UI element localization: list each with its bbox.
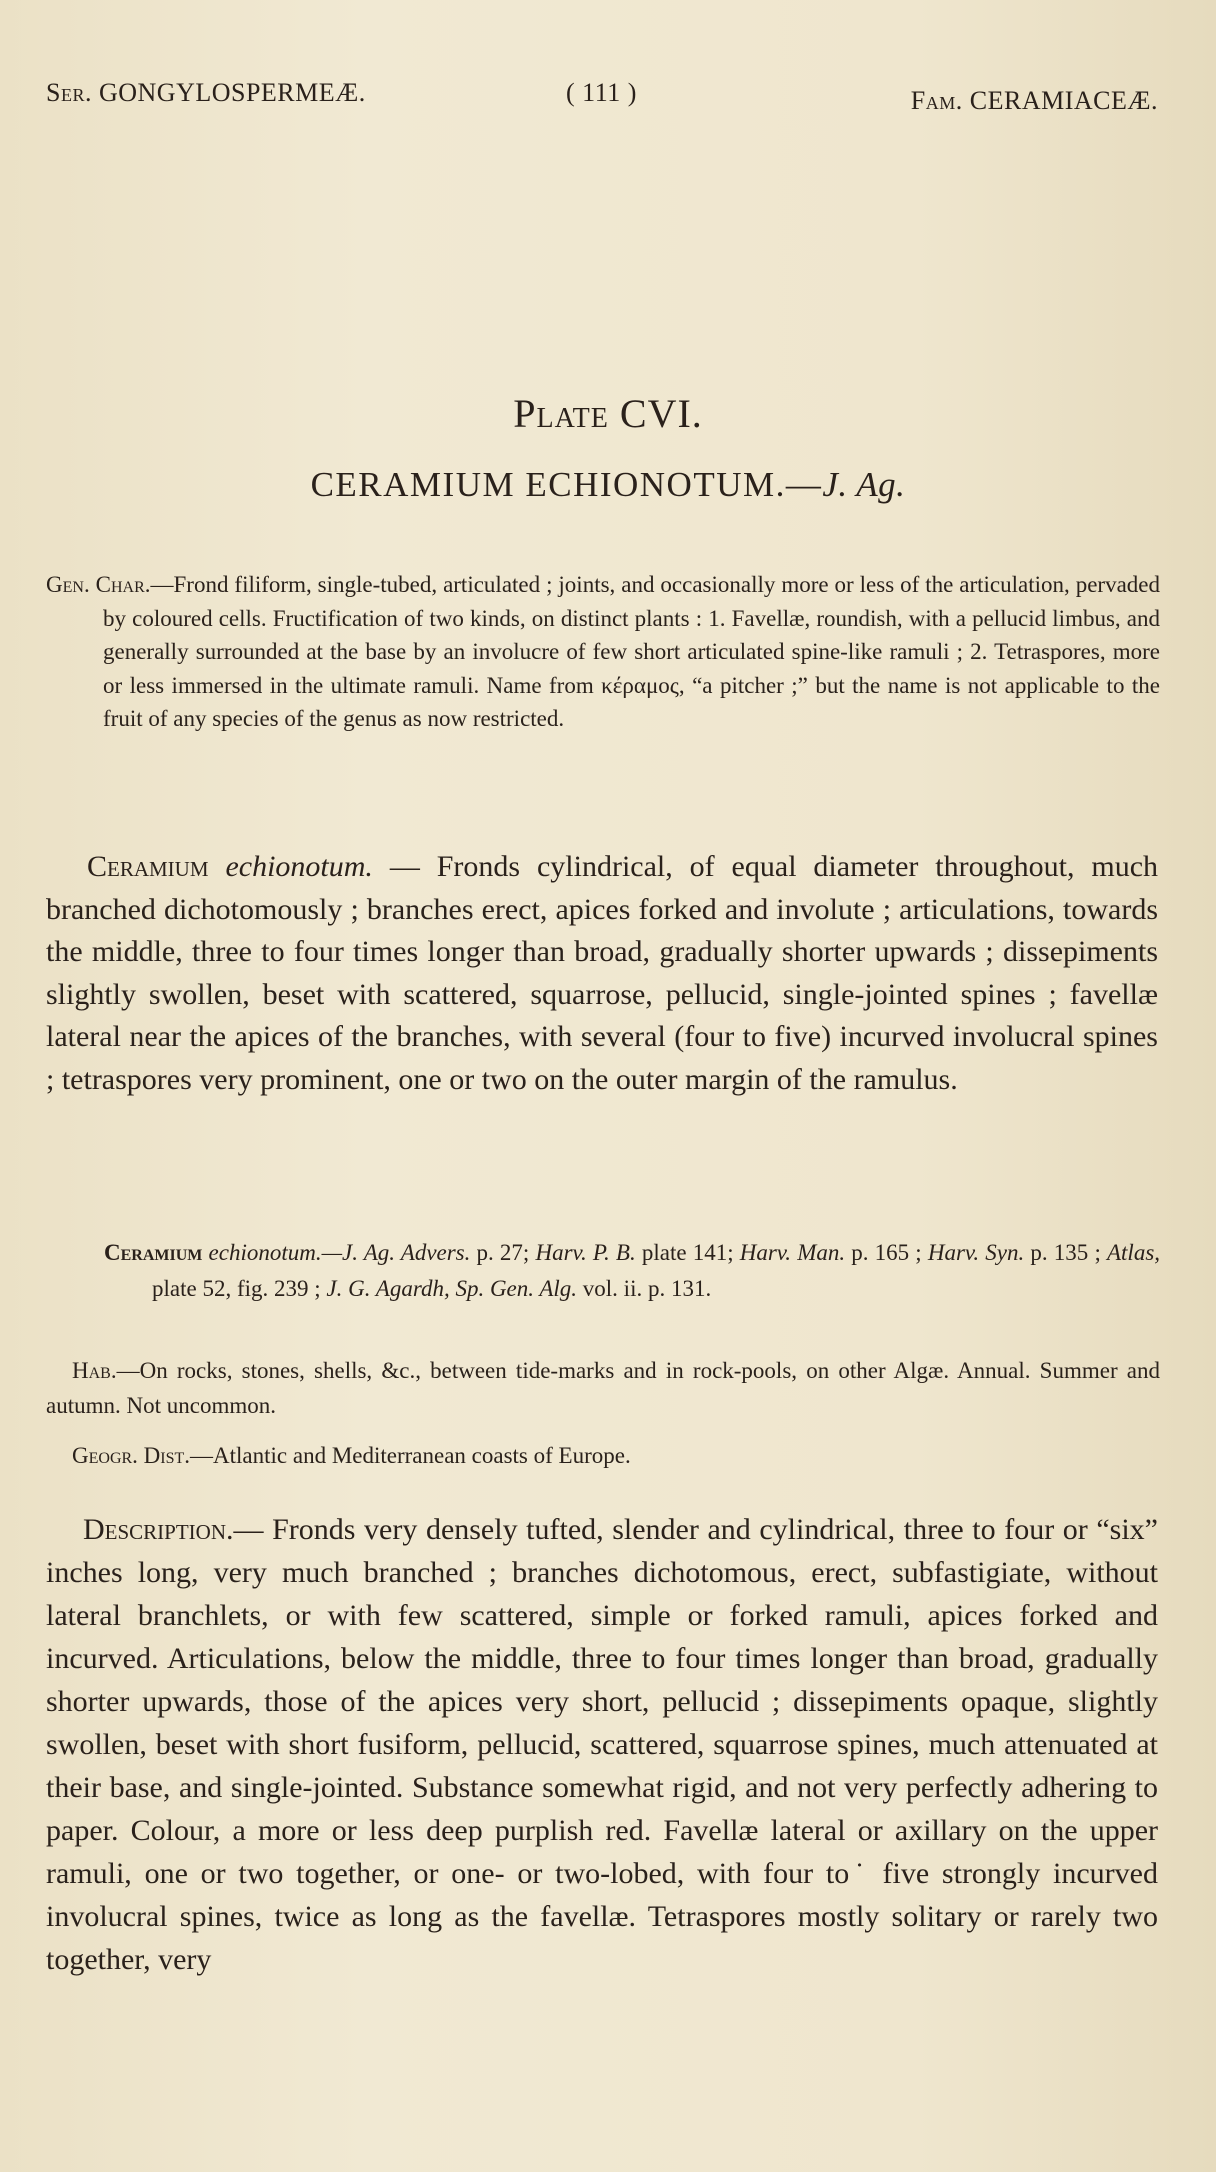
gen-char-text: —Frond filiform, single-tubed, articulated ; joints, and occasionally more or less of the articulation, pervaded by coloured cells. Fructification of two kinds, on distinct plants : 1. Favellæ, roundish, with a pellucid limbus, and generally surrounded at the base by an involucre of few short articulated spine-like ramuli ; 2. Tetraspores, more or less immersed in the ultimate ramuli. Name from κέραμος, “a pitcher ;” but the name is not applicable to the fruit of any species of the genus as now restricted. (103, 572, 1160, 731)
running-head-left: Ser. GONGYLOSPERMEÆ. (46, 78, 366, 107)
refs-part: p. 135 ; (1024, 1240, 1107, 1265)
geogr-label: Geogr. Dist. (72, 1443, 191, 1468)
plate-title: Plate CVI. (513, 391, 703, 436)
page-number: ( 111 ) (566, 78, 637, 107)
refs-part: p. 165 ; (845, 1240, 928, 1265)
description (46, 1508, 1158, 1981)
refs-part: Harv. P. B. (535, 1240, 636, 1265)
refs-part: p. 27; (470, 1240, 536, 1265)
running-head-right: Fam. CERAMIACEÆ. (910, 86, 1158, 115)
refs-part: J. G. Agardh, Sp. Gen. Alg. (326, 1276, 578, 1301)
references (104, 1235, 1160, 1307)
species-diagnosis (46, 846, 1158, 1101)
diagnosis-text: — Fronds cylindrical, of equal diameter throughout, much branched dichotomously ; branches erect, apices forked and involute ; articulations, towards the middle, three to four times longer than broad, gradually shorter upwards ; dissepiments slightly swollen, beset with scattered, squarrose, pellucid, single-jointed spines ; favellæ lateral near the apices of the branches, with several (four to five) incurved involucral spines ; tetraspores very prominent, one or two on the outer margin of the ramulus. (46, 850, 1159, 1096)
refs-part: vol. ii. p. 131. (577, 1276, 712, 1301)
geographic-distribution (72, 1438, 1160, 1473)
refs-genus: Ceramium (104, 1240, 203, 1265)
species-title-dash: — (785, 465, 823, 504)
habitat-text: —On rocks, stones, shells, &c., between tide-marks and in rock-pools, on other Algæ. Annual. Summer and autumn. Not uncommon. (46, 1358, 1160, 1418)
species-title (0, 465, 1216, 505)
diagnosis-genus: Ceramium (87, 850, 209, 883)
refs-part: Harv. Man. (739, 1240, 846, 1265)
description-label: Description. (83, 1513, 234, 1546)
habitat-label: Hab. (72, 1358, 117, 1383)
diagnosis-species: echionotum. (225, 850, 373, 883)
running-head (46, 78, 1158, 118)
refs-part: plate 141; (635, 1240, 740, 1265)
refs-part: Harv. Syn. (927, 1240, 1025, 1265)
generic-characters (46, 568, 1160, 736)
description-text: — Fronds very densely tufted, slender and cylindrical, three to four or “six” inches long, very much branched ; branches dichotomous, erect, subfastigiate, without lateral branchlets, or with few scattered, simple or forked ramuli, apices forked and incurved. Articulations, below the middle, three to four times longer than broad, gradually shorter upwards, those of the apices very short, pellucid ; dissepiments opaque, slightly swollen, beset with short fusiform, pellucid, scattered, squarrose spines, much attenuated at their base, and single-jointed. Substance somewhat rigid, and not very perfectly adhering to paper. Colour, a more or less deep purplish red. Favellæ lateral or axillary on the upper ramuli, one or two together, or one- or two-lobed, with four to˙ five strongly incurved involucral spines, twice as long as the favellæ. Tetraspores mostly solitary or rarely two together, very (46, 1513, 1158, 1976)
refs-part: Atlas, (1106, 1240, 1161, 1265)
refs-species: echionotum.—J. Ag. Advers. (208, 1240, 471, 1265)
habitat (46, 1353, 1160, 1423)
species-authority: J. Ag. (822, 465, 906, 504)
refs-part: plate 52, fig. 239 ; (152, 1276, 327, 1301)
geogr-text: —Atlantic and Mediterranean coasts of Europe. (190, 1443, 631, 1468)
species-name: CERAMIUM ECHIONOTUM. (310, 465, 786, 504)
gen-char-label: Gen. Char. (46, 572, 151, 597)
